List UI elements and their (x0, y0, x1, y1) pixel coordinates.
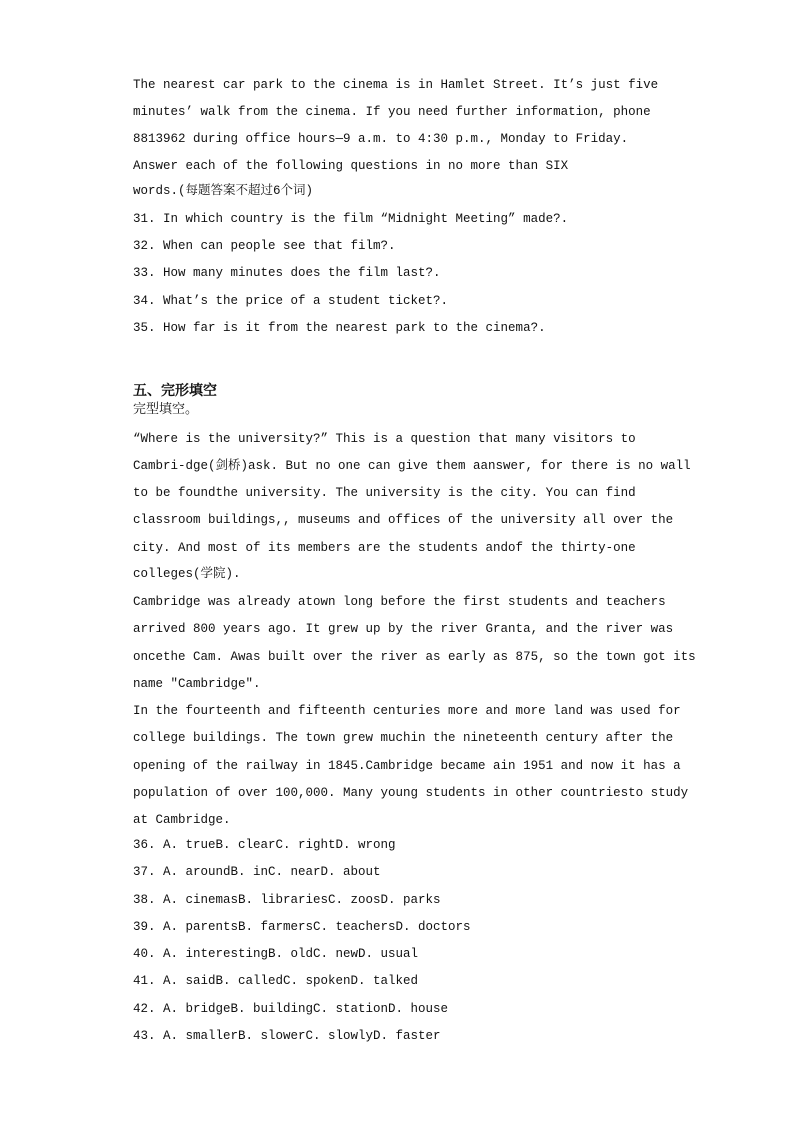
question-31: 31. In which country is the film “Midnight Meeting” made?. (133, 212, 569, 226)
passage-line: In the fourteenth and fifteenth centuries more and more land was used for (133, 704, 681, 718)
passage-line: city. And most of its members are the students andof the thirty-one (133, 541, 636, 555)
question-34: 34. What’s the price of a student ticket?. (133, 294, 449, 308)
question-32: 32. When can people see that film?. (133, 239, 396, 253)
passage-line: opening of the railway in 1845.Cambridge became ain 1951 and now it has a (133, 759, 681, 773)
passage-line: “Where is the university?” This is a question that many visitors to (133, 432, 636, 446)
option-row-39: 39. A. parentsB. farmersC. teachersD. doctors (133, 920, 471, 934)
option-row-37: 37. A. aroundB. inC. nearD. about (133, 865, 381, 879)
question-35: 35. How far is it from the nearest park to the cinema?. (133, 321, 546, 335)
instruction-line: Answer each of the following questions in no more than SIX (133, 159, 569, 173)
passage-line: college buildings. The town grew muchin the nineteenth century after the (133, 731, 674, 745)
passage-line: to be foundthe university. The university is the city. You can find (133, 486, 636, 500)
reading-line: minutes’ walk from the cinema. If you need further information, phone (133, 105, 651, 119)
question-33: 33. How many minutes does the film last?. (133, 266, 441, 280)
section-subheading: 完型填空。 (133, 402, 199, 417)
passage-line: Cambri-dge(剑桥)ask. But no one can give them aanswer, for there is no wall (133, 459, 691, 473)
passage-line: Cambridge was already atown long before the first students and teachers (133, 595, 666, 609)
instruction-line: words.(每题答案不超过6个词) (133, 184, 314, 198)
passage-line: arrived 800 years ago. It grew up by the river Granta, and the river was (133, 622, 674, 636)
option-row-43: 43. A. smallerB. slowerC. slowlyD. faster (133, 1029, 441, 1043)
passage-line: name ″Cambridge″. (133, 677, 261, 691)
passage-line: oncethe Cam. Awas built over the river as early as 875, so the town got its (133, 650, 696, 664)
passage-line: colleges(学院). (133, 567, 241, 581)
option-row-40: 40. A. interestingB. oldC. newD. usual (133, 947, 419, 961)
passage-line: at Cambridge. (133, 813, 231, 827)
section-heading: 五、完形填空 (133, 383, 217, 399)
option-row-36: 36. A. trueB. clearC. rightD. wrong (133, 838, 396, 852)
reading-line: The nearest car park to the cinema is in Hamlet Street. It’s just five (133, 78, 659, 92)
option-row-41: 41. A. saidB. calledC. spokenD. talked (133, 974, 419, 988)
option-row-38: 38. A. cinemasB. librariesC. zoosD. parks (133, 893, 441, 907)
passage-line: classroom buildings,, museums and offices of the university all over the (133, 513, 674, 527)
passage-line: population of over 100,000. Many young students in other countriesto study (133, 786, 689, 800)
option-row-42: 42. A. bridgeB. buildingC. stationD. house (133, 1002, 449, 1016)
reading-line: 8813962 during office hours—9 a.m. to 4:30 p.m., Monday to Friday. (133, 132, 629, 146)
